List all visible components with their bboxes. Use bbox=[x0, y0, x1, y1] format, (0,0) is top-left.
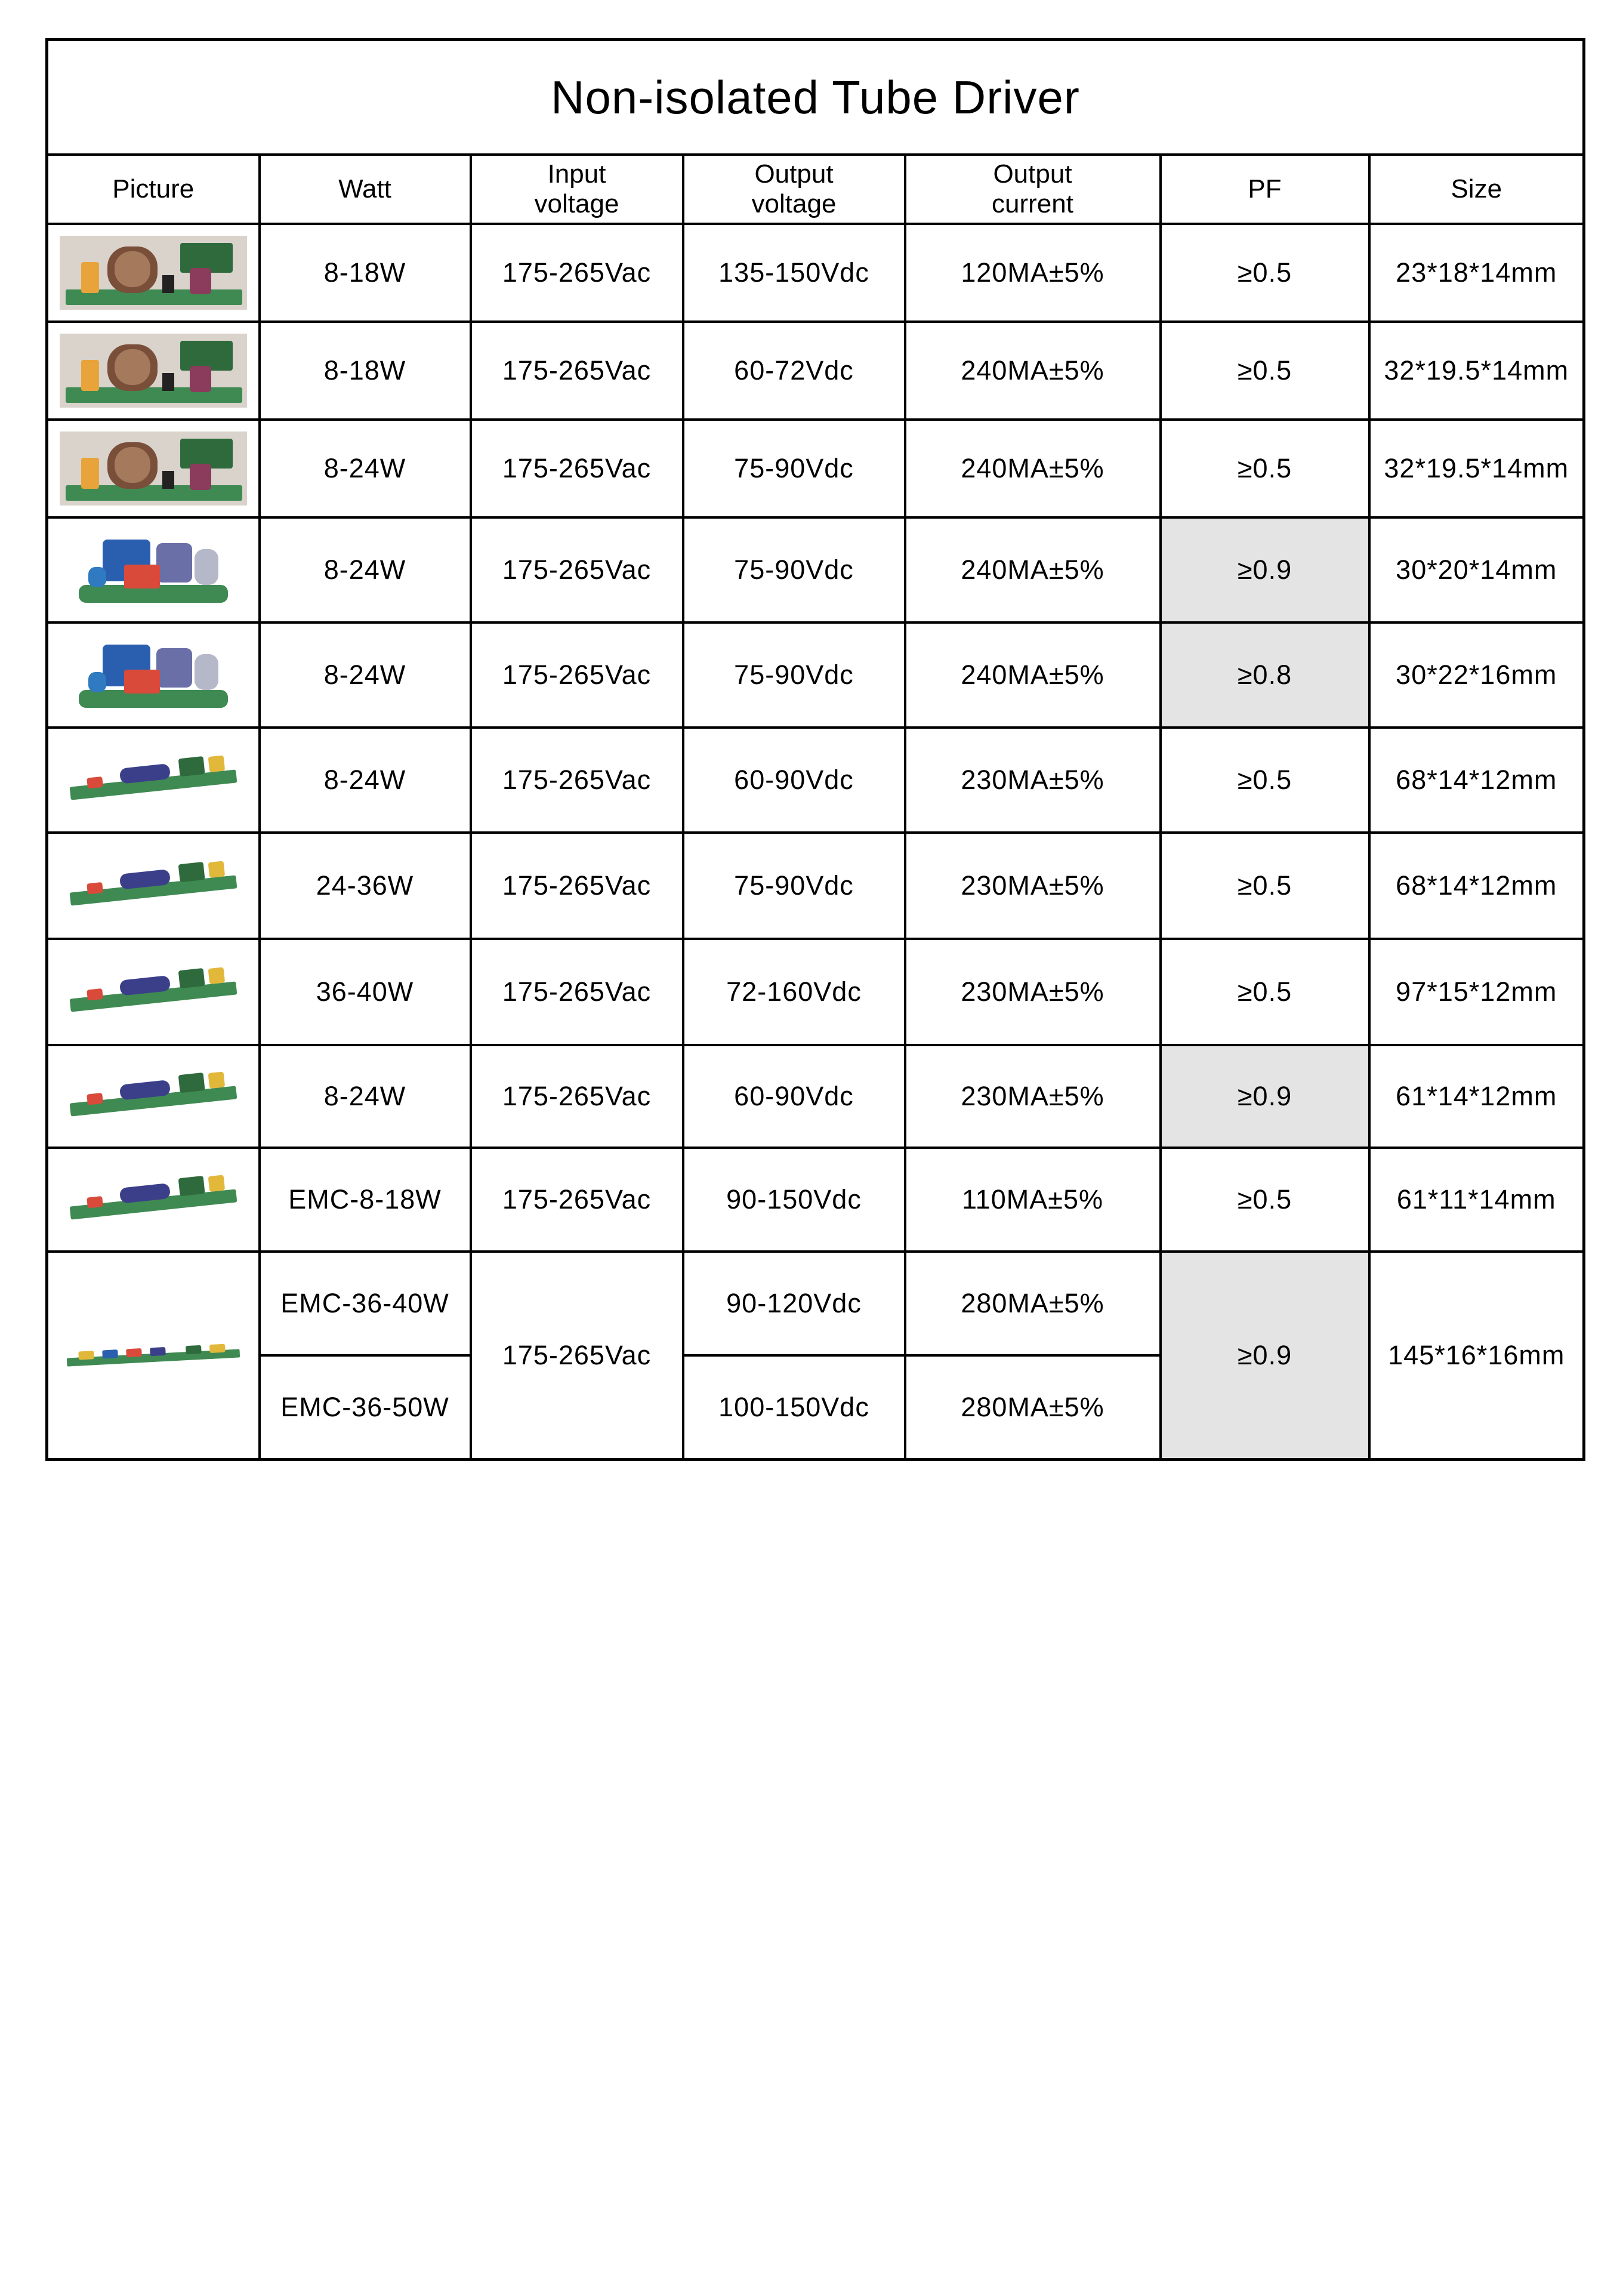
pf-cell: ≥0.5 bbox=[1161, 939, 1369, 1045]
watt-cell: EMC-8-18W bbox=[260, 1148, 471, 1252]
pf-cell: ≥0.5 bbox=[1161, 322, 1369, 420]
watt-cell: 8-24W bbox=[260, 1045, 471, 1148]
pf-cell: ≥0.5 bbox=[1161, 420, 1369, 517]
page-title: Non-isolated Tube Driver bbox=[47, 40, 1584, 155]
size-cell: 61*14*12mm bbox=[1369, 1045, 1584, 1148]
table-row bbox=[47, 224, 1584, 322]
product-picture bbox=[47, 939, 260, 1045]
size-cell: 97*15*12mm bbox=[1369, 939, 1584, 1045]
product-picture bbox=[47, 833, 260, 939]
header-output-current-line2: current bbox=[992, 189, 1073, 218]
input-voltage-cell: 175-265Vac bbox=[471, 517, 683, 622]
output-voltage-cell: 72-160Vdc bbox=[683, 939, 905, 1045]
header-output-current-line1: Output bbox=[993, 159, 1072, 189]
table-body bbox=[47, 224, 1584, 1459]
watt-cell: 8-18W bbox=[260, 224, 471, 322]
size-cell: 23*18*14mm bbox=[1369, 224, 1584, 322]
header-picture: Picture bbox=[47, 155, 260, 224]
output-current-cell: 240MA±5% bbox=[905, 622, 1161, 728]
output-voltage-cell: 60-72Vdc bbox=[683, 322, 905, 420]
pf-cell: ≥0.5 bbox=[1161, 833, 1369, 939]
output-voltage-cell: 100-150Vdc bbox=[683, 1355, 905, 1459]
header-watt: Watt bbox=[260, 155, 471, 224]
spec-table bbox=[45, 38, 1585, 1461]
input-voltage-cell: 175-265Vac bbox=[471, 224, 683, 322]
input-voltage-cell: 175-265Vac bbox=[471, 322, 683, 420]
pcb-board-image bbox=[64, 959, 243, 1025]
pcb-board-image bbox=[67, 525, 240, 615]
header-input-line1: Input bbox=[547, 159, 606, 189]
output-current-cell: 110MA±5% bbox=[905, 1148, 1161, 1252]
output-voltage-cell: 90-120Vdc bbox=[683, 1252, 905, 1355]
watt-cell: 36-40W bbox=[260, 939, 471, 1045]
watt-cell: 8-24W bbox=[260, 622, 471, 728]
size-cell: 68*14*12mm bbox=[1369, 833, 1584, 939]
input-voltage-cell: 175-265Vac bbox=[471, 728, 683, 833]
output-current-cell: 240MA±5% bbox=[905, 322, 1161, 420]
watt-cell: EMC-36-50W bbox=[260, 1355, 471, 1459]
size-cell: 32*19.5*14mm bbox=[1369, 420, 1584, 517]
watt-cell: 8-24W bbox=[260, 517, 471, 622]
watt-cell: 24-36W bbox=[260, 833, 471, 939]
pf-cell: ≥0.9 bbox=[1161, 1045, 1369, 1148]
pf-cell: ≥0.9 bbox=[1161, 517, 1369, 622]
table-row bbox=[47, 1045, 1584, 1148]
product-picture bbox=[47, 517, 260, 622]
pcb-board-image bbox=[64, 853, 243, 919]
watt-cell: 8-18W bbox=[260, 322, 471, 420]
pf-cell: ≥0.9 bbox=[1161, 1252, 1369, 1459]
input-voltage-cell: 175-265Vac bbox=[471, 1252, 683, 1459]
pf-cell: ≥0.5 bbox=[1161, 728, 1369, 833]
pf-cell: ≥0.5 bbox=[1161, 224, 1369, 322]
watt-cell: 8-24W bbox=[260, 728, 471, 833]
pcb-board-image bbox=[55, 329, 252, 412]
header-output-voltage-line2: voltage bbox=[751, 189, 837, 218]
output-current-cell: 240MA±5% bbox=[905, 517, 1161, 622]
output-voltage-cell: 90-150Vdc bbox=[683, 1148, 905, 1252]
product-picture bbox=[47, 622, 260, 728]
output-current-cell: 230MA±5% bbox=[905, 939, 1161, 1045]
output-current-cell: 230MA±5% bbox=[905, 728, 1161, 833]
pcb-board-image bbox=[67, 630, 240, 720]
size-cell: 30*20*14mm bbox=[1369, 517, 1584, 622]
product-picture bbox=[47, 1045, 260, 1148]
pf-cell: ≥0.5 bbox=[1161, 1148, 1369, 1252]
table-row bbox=[47, 622, 1584, 728]
output-voltage-cell: 75-90Vdc bbox=[683, 420, 905, 517]
output-voltage-cell: 75-90Vdc bbox=[683, 833, 905, 939]
pcb-board-image bbox=[55, 231, 252, 315]
product-picture bbox=[47, 224, 260, 322]
input-voltage-cell: 175-265Vac bbox=[471, 939, 683, 1045]
product-picture bbox=[47, 1252, 260, 1459]
pf-cell: ≥0.8 bbox=[1161, 622, 1369, 728]
input-voltage-cell: 175-265Vac bbox=[471, 1045, 683, 1148]
header-output-voltage-line1: Output bbox=[754, 159, 834, 189]
input-voltage-cell: 175-265Vac bbox=[471, 1148, 683, 1252]
product-picture bbox=[47, 1148, 260, 1252]
output-voltage-cell: 135-150Vdc bbox=[683, 224, 905, 322]
table-row bbox=[47, 1252, 1584, 1355]
size-cell: 32*19.5*14mm bbox=[1369, 322, 1584, 420]
table-row bbox=[47, 420, 1584, 517]
size-cell: 68*14*12mm bbox=[1369, 728, 1584, 833]
watt-cell: EMC-36-40W bbox=[260, 1252, 471, 1355]
pcb-board-image bbox=[64, 747, 243, 813]
table-row bbox=[47, 728, 1584, 833]
output-voltage-cell: 60-90Vdc bbox=[683, 1045, 905, 1148]
output-current-cell: 230MA±5% bbox=[905, 833, 1161, 939]
header-row bbox=[47, 155, 1584, 224]
product-picture bbox=[47, 420, 260, 517]
header-input-voltage bbox=[471, 155, 683, 224]
title-row bbox=[47, 40, 1584, 155]
input-voltage-cell: 175-265Vac bbox=[471, 833, 683, 939]
header-size: Size bbox=[1369, 155, 1584, 224]
table-row bbox=[47, 833, 1584, 939]
size-cell: 145*16*16mm bbox=[1369, 1252, 1584, 1459]
output-current-cell: 230MA±5% bbox=[905, 1045, 1161, 1148]
pcb-board-image bbox=[55, 427, 252, 510]
pcb-board-image bbox=[64, 1167, 243, 1232]
input-voltage-cell: 175-265Vac bbox=[471, 420, 683, 517]
input-voltage-cell: 175-265Vac bbox=[471, 622, 683, 728]
table-row bbox=[47, 939, 1584, 1045]
table-row bbox=[47, 1148, 1584, 1252]
output-current-cell: 240MA±5% bbox=[905, 420, 1161, 517]
header-output-voltage bbox=[683, 155, 905, 224]
watt-cell: 8-24W bbox=[260, 420, 471, 517]
table-row bbox=[47, 517, 1584, 622]
pcb-board-image bbox=[64, 1064, 243, 1129]
output-current-cell: 280MA±5% bbox=[905, 1252, 1161, 1355]
output-voltage-cell: 60-90Vdc bbox=[683, 728, 905, 833]
size-cell: 61*11*14mm bbox=[1369, 1148, 1584, 1252]
output-current-cell: 120MA±5% bbox=[905, 224, 1161, 322]
product-picture bbox=[47, 728, 260, 833]
output-current-cell: 280MA±5% bbox=[905, 1355, 1161, 1459]
output-voltage-cell: 75-90Vdc bbox=[683, 517, 905, 622]
product-picture bbox=[47, 322, 260, 420]
header-pf: PF bbox=[1161, 155, 1369, 224]
header-input-line2: voltage bbox=[534, 189, 619, 218]
output-voltage-cell: 75-90Vdc bbox=[683, 622, 905, 728]
header-output-current bbox=[905, 155, 1161, 224]
pcb-board-image bbox=[61, 1335, 246, 1376]
size-cell: 30*22*16mm bbox=[1369, 622, 1584, 728]
table-row bbox=[47, 322, 1584, 420]
